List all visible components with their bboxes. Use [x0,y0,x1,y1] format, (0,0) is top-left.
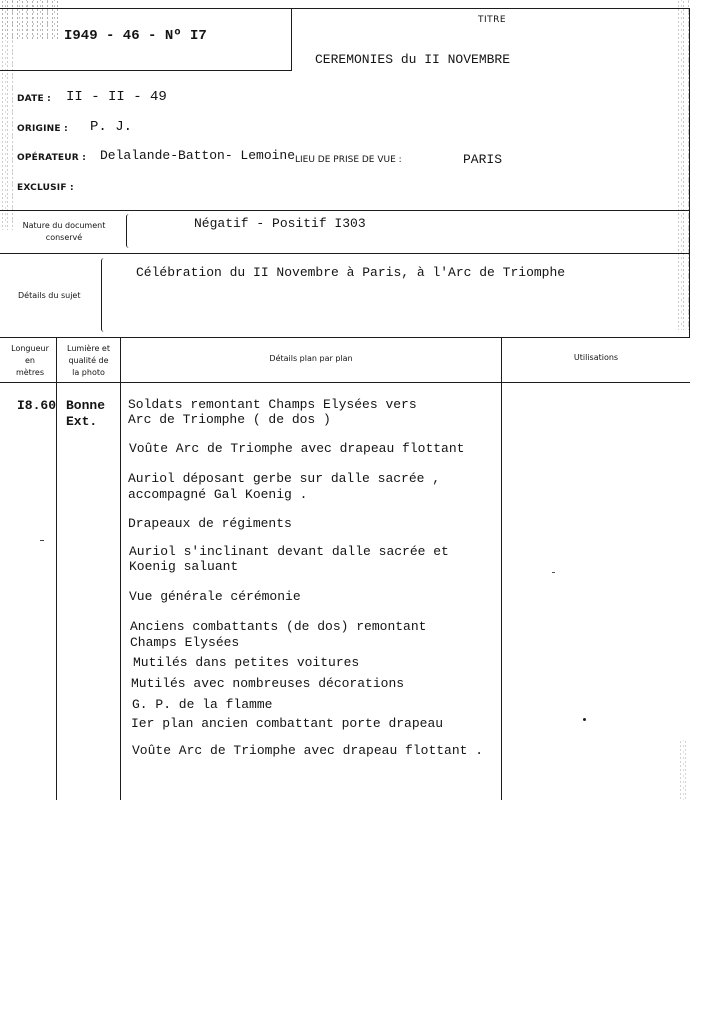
plan-line: Auriol déposant gerbe sur dalle sacrée , [128,471,441,486]
plan-line: G. P. de la flamme [132,697,273,712]
longueur-value: I8.60 [17,398,57,413]
titre-label: TITRE [478,15,507,25]
header-top-border [0,8,690,9]
plan-line: Champs Elysées [130,635,240,650]
speck-mark [552,572,555,573]
titre-value: CEREMONIES du II NOVEMBRE [315,52,511,67]
origine-value: P. J. [90,119,133,135]
speck-mark [583,718,586,721]
plan-line: accompagné Gal Koenig . [128,487,308,502]
col2-line2: qualité de [68,356,109,365]
operateur-label: OPÉRATEUR : [17,153,87,163]
details-brace [101,258,106,332]
plan-line: Anciens combattants (de dos) remontant [130,619,427,634]
exclusif-label: EXCLUSIF : [17,183,74,193]
col1-line2: en [25,356,35,365]
details-sujet-value: Célébration du II Novembre à Paris, à l'Arc de Triomphe [136,265,566,280]
scan-noise-right-bottom [678,740,690,800]
nature-value: Négatif - Positif I303 [194,216,366,231]
nature-top-border [0,210,690,211]
table-col-divider-3 [501,337,502,800]
details-sujet-label: Détails du sujet [18,291,81,300]
plan-line: Auriol s'inclinant devant dalle sacrée et [129,544,449,559]
nature-label [8,220,120,244]
scan-noise-right-edge [676,0,690,330]
header-right-border [689,8,690,338]
operateur-value: Delalande-Batton- Lemoine [100,148,296,163]
col1-line3: mètres [15,368,45,377]
nature-label-line2: conservé [45,233,83,242]
origine-label: ORIGINE : [17,124,68,134]
ref-box-right-border [291,8,292,70]
table-header-bottom [0,382,690,383]
scan-noise-left-edge [0,40,14,230]
date-value: II - II - 49 [66,89,167,105]
col-qualite-header [57,343,120,379]
plan-line: Mutilés dans petites voitures [133,655,360,670]
qualite-value-line1: Bonne [66,398,106,413]
col-longueur-header [4,343,56,379]
plan-line: Vue générale cérémonie [129,589,301,604]
speck-mark [40,540,44,541]
col2-line3: la photo [72,368,105,377]
col2-line1: Lumière et [67,344,110,353]
ref-box-bottom-border [0,70,292,71]
plan-line: Arc de Triomphe ( de dos ) [128,412,331,427]
table-col-divider-2 [120,337,121,800]
col-details-header: Détails plan par plan [269,354,353,363]
nature-brace [126,214,131,248]
table-col-divider-1 [56,337,57,800]
plan-line: Ier plan ancien combattant porte drapeau [131,716,444,731]
plan-line: Drapeaux de régiments [128,516,292,531]
col1-line1: Longueur [11,344,49,353]
document-ref: I949 - 46 - Nº I7 [64,28,207,44]
lieu-value: PARIS [463,152,503,167]
scan-noise-top-left [0,0,60,40]
plan-line: Soldats remontant Champs Elysées vers [128,397,417,412]
lieu-label: LIEU DE PRISE DE VUE : [295,155,402,165]
qualite-value-line2: Ext. [66,414,98,429]
col-utilisations-header: Utilisations [573,353,619,362]
plan-line: Voûte Arc de Triomphe avec drapeau flottant [129,441,465,456]
plan-line: Koenig saluant [129,559,239,574]
nature-label-line1: Nature du document [22,221,106,230]
table-top-border [0,337,690,338]
plan-line: Mutilés avec nombreuses décorations [131,676,405,691]
plan-line: Voûte Arc de Triomphe avec drapeau flottant . [132,743,484,758]
details-top-border [0,253,690,254]
date-label: DATE : [17,94,51,104]
